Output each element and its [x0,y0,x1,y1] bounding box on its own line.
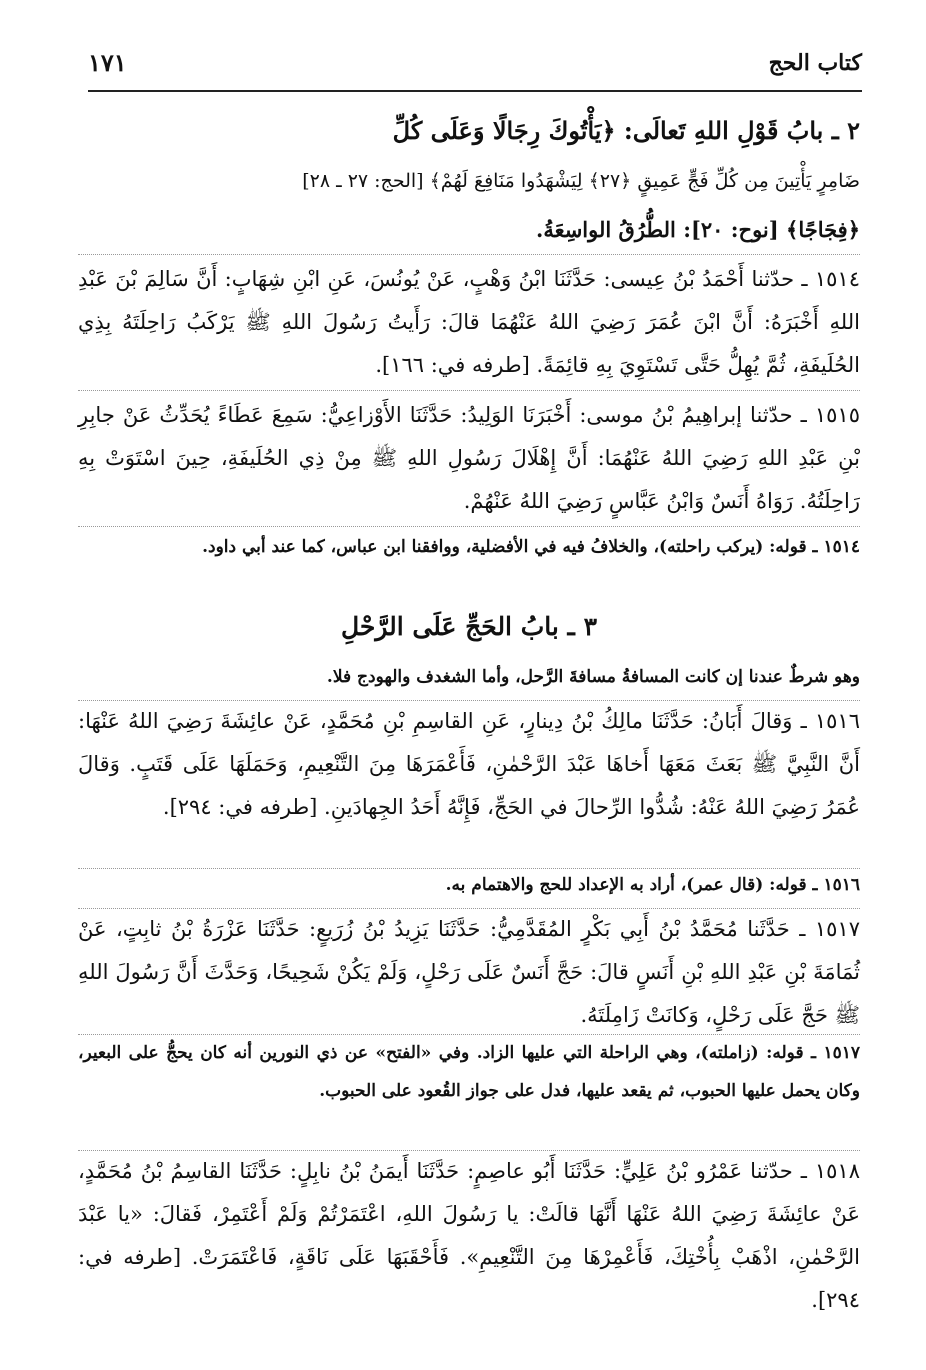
hadith-1515-text: ١٥١٥ ـ حدّثنا إبراهِيمُ بْنُ موسى: أَخْبَرَنَا الوَلِيدُ: حَدَّثَنَا الأَوْزاعِيُّ: سَمِعَ عَطَاءً يُحَدِّثُ عَنْ جابِرِ بْنِ عَبْدِ اللهِ رَضِيَ اللهُ عَنْهُمَا: أَنَّ إِهْلَالَ رَسُولِ اللهِ ﷺ مِنْ ذِي الحُلَيفَةِ، حِينَ اسْتَوَتْ بِهِ رَاحِلَتُهُ. رَوَاهُ أَنَسٌ وَابْنُ عَبَّاسٍ رَضِيَ اللهُ عَنْهُمْ. [78,403,860,513]
note-1517-text: ١٥١٧ ـ قوله: (زاملته)، وهي الراحلة التي عليها الزاد. وفي «الفتح» عن ذي النورين أنه كان يحجُّ على البعير، وكان يحمل عليها الحبوب، ثم يقعد عليها، فدل على جواز القُعود على الحبوب. [78,1043,860,1101]
chapter-2-heading [78,108,860,154]
separator [78,526,860,527]
separator [78,254,860,255]
chapter-3-heading: ٣ ـ بابُ الحَجِّ عَلَى الرَّحْلِ [340,612,597,641]
hadith-1514 [78,258,860,387]
note-1514 [78,528,860,566]
chapter-2-gloss [78,208,860,251]
page-number: ١٧١ [88,48,127,77]
hadith-1518 [78,1150,860,1322]
chapter-2-verse [78,160,860,203]
hadith-1515 [78,394,860,523]
chapter-2-title-line3: ﴿فِجَاجًا﴾ [نوح: ٢٠]: الطُّرُقُ الواسِعَةُ. [536,217,860,242]
book-title: كتاب الحج [768,50,862,76]
chapter-3-intro [78,658,860,696]
page-header [88,40,862,92]
hadith-1518-text: ١٥١٨ ـ حدّثنا عَمْرُو بْنُ عَلِيٍّ: حَدَّثَنَا أَبُو عاصِمٍ: حَدَّثَنَا أَيمَنُ بْنُ نابِلٍ: حَدَّثَنَا القاسِمُ بْنُ مُحَمَّدٍ، عَنْ عائِشَةَ رَضِيَ اللهُ عَنْهَا أَنَّهَا قالَتْ: يا رَسُولَ اللهِ، اعْتَمَرْتُمْ وَلَمْ أَعْتَمِرْ، فَقالَ: «يا عَبْدَ الرَّحْمٰنِ، اذْهَبْ بِأُخْتِكَ، فَأَعْمِرْهَا مِنَ التَّنْعِيمِ». فَأَحْقَبَهَا عَلَى نَاقَةٍ، فَاعْتَمَرَتْ. [طرفه في: ٢٩٤]. [78,1159,860,1312]
hadith-1516 [78,700,860,829]
hadith-1514-text: ١٥١٤ ـ حدّثنا أَحْمَدُ بْنُ عِيسى: حَدَّثَنَا ابْنُ وَهْبٍ، عَنْ يُونُسَ، عَنِ ابْنِ شِهَابٍ: أَنَّ سَالِمَ بْنَ عَبْدِ اللهِ أَخْبَرَهُ: أَنَّ ابْنَ عُمَرَ رَضِيَ اللهُ عَنْهُمَا قالَ: رَأَيتُ رَسُولَ اللهِ ﷺ يَرْكَبُ رَاحِلَتَهُ بِذِي الحُلَيفَةِ، ثُمَّ يُهِلُّ حَتَّى تَسْتَوِيَ بِهِ قائِمَةً. [طرفه في: ١٦٦]. [78,267,860,377]
hadith-1517 [78,908,860,1037]
note-1516-text: ١٥١٦ ـ قوله: (قال عمر)، أراد به الإعداد للحج والاهتمام به. [445,875,860,895]
separator [78,390,860,391]
chapter-2-title-line2: ضَامِرٍ يَأْتِينَ مِن كُلِّ فَجٍّ عَمِيقٍ ﴿٢٧﴾ لِيَشْهَدُوا مَنَافِعَ لَهُمْ﴾ [الحج: ٢٧ ـ ٢٨] [302,170,860,192]
note-1517 [78,1034,860,1110]
note-1514-text: ١٥١٤ ـ قوله: (يركب راحلته)، والخلافُ فيه في الأفضلية، ووافقنا ابن عباس، كما عند أبي داود. [202,537,860,557]
note-1516 [78,866,860,904]
chapter-2-title-line1: ٢ ـ بابُ قَوْلِ اللهِ تَعالَى: ﴿يَأْتُوكَ رِجَالًا وَعَلَى كُلِّ [392,116,860,145]
hadith-1516-text: ١٥١٦ ـ وَقالَ أَبَانُ: حَدَّثَنَا مالِكُ بْنُ دِينارٍ، عَنِ القاسِمِ بْنِ مُحَمَّدٍ، عَنْ عائِشَةَ رَضِيَ اللهُ عَنْهَا: أَنَّ النَّبِيَّ ﷺ بَعَثَ مَعَهَا أَخاهَا عَبْدَ الرَّحْمٰنِ، فَأَعْمَرَهَا مِنَ التَّنْعِيمِ، وَحَمَلَهَا عَلَى قَتَبٍ. وَقالَ عُمَرُ رَضِيَ اللهُ عَنْهُ: شُدُّوا الرِّحالَ في الحَجِّ، فَإِنَّهُ أَحَدُ الجِهادَينِ. [طرفه في: ٢٩٤]. [78,709,860,819]
hadith-1517-text: ١٥١٧ ـ حَدَّثَنا مُحَمَّدُ بْنُ أَبِي بَكْرٍ المُقَدَّمِيُّ: حَدَّثَنَا يَزِيدُ بْنُ زُرَيعٍ: حَدَّثَنَا عَزْرَةُ بْنُ ثابِتٍ، عَنْ ثُمَامَةَ بْنِ عَبْدِ اللهِ بْنِ أَنَسٍ قالَ: حَجَّ أَنَسٌ عَلَى رَحْلٍ، وَلَمْ يَكُنْ شَحِيحًا، وَحَدَّثَ أَنَّ رَسُولَ اللهِ ﷺ حَجَّ عَلَى رَحْلٍ، وَكانَتْ زَامِلَتَهُ. [78,917,860,1027]
chapter-3-intro-text: وهو شرطٌ عندنا إن كانت المسافةُ مسافةَ الرَّحل، وأما الشغدف والهودج فلا. [326,667,860,687]
